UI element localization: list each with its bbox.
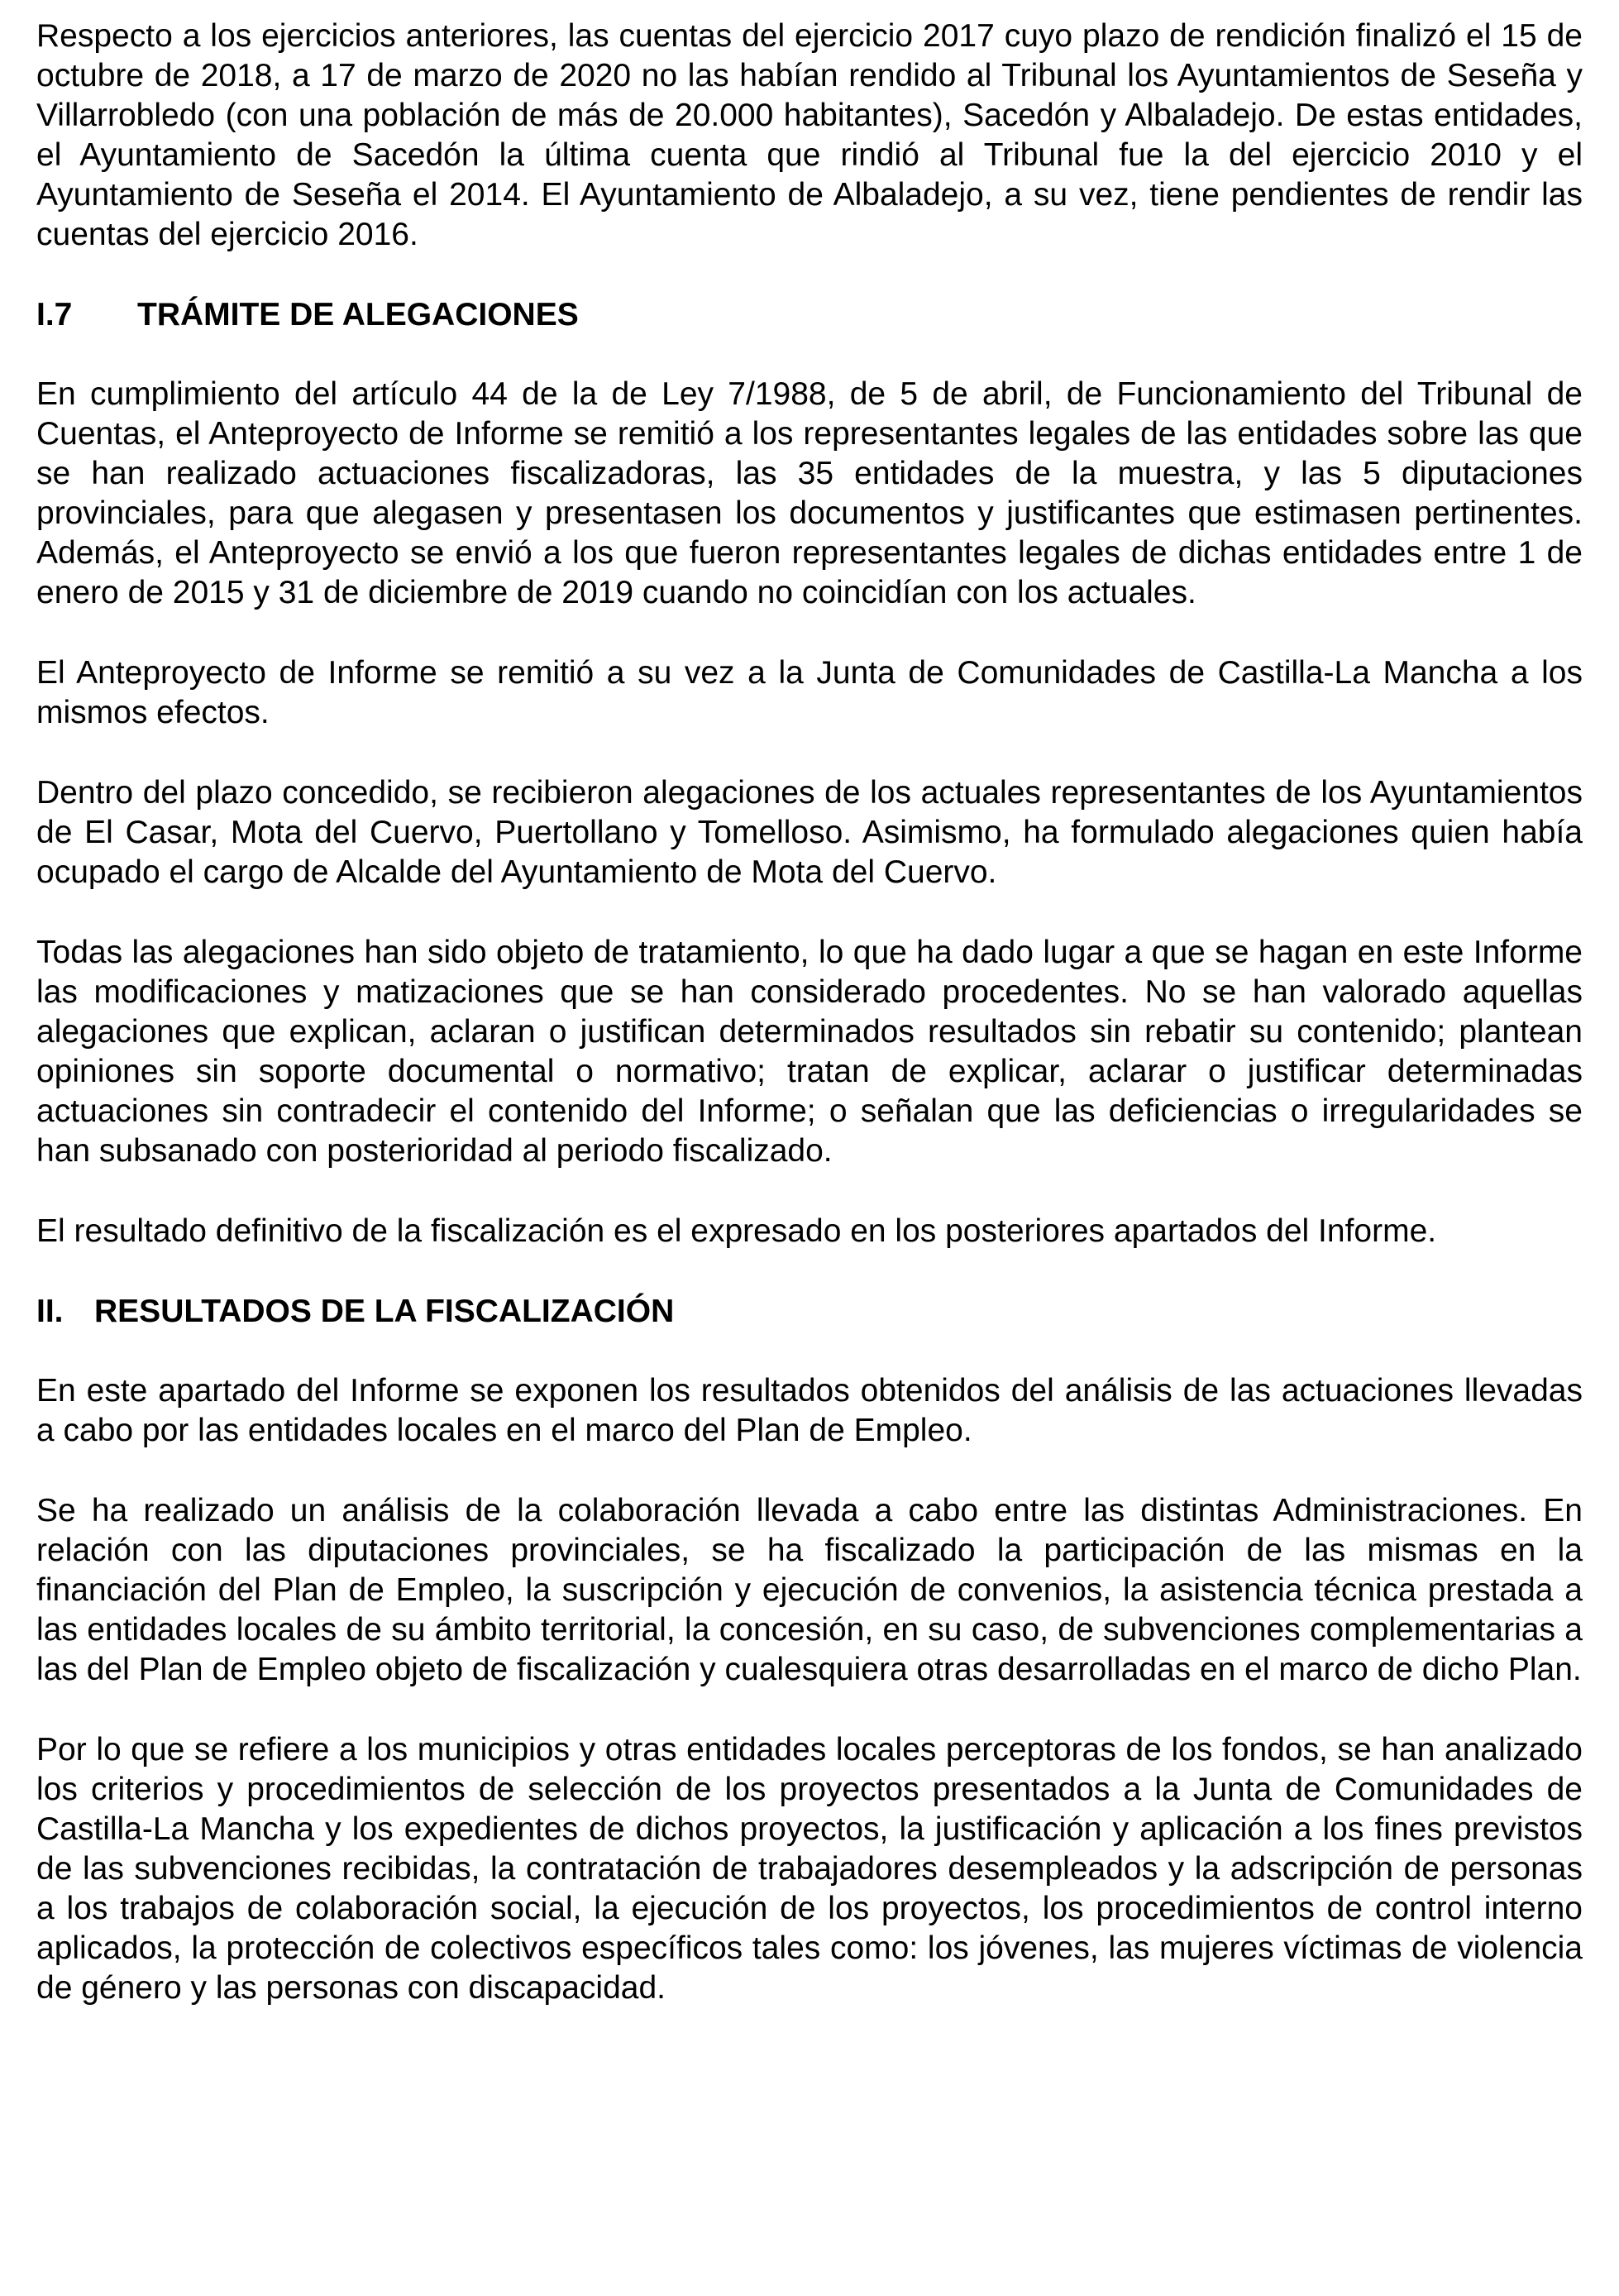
paragraph-alegaciones-recibidas: Dentro del plazo concedido, se recibieron alegaciones de los actuales representantes de los Ayuntamientos de El Casar, Mota del Cuervo, Puertollano y Tomelloso. Asimismo, ha formulado alegaciones quien había ocupado el cargo de Alcalde del Ayuntamiento de Mota del Cuervo. [36,775,1583,890]
paragraph-municipios-entidades: Por lo que se refiere a los municipios y otras entidades locales perceptoras de los fondos, se han analizado los criterios y procedimientos de selección de los proyectos presentados a la Junta de Comunidades de Castilla-La Mancha y los expedientes de dichos proyectos, la justificación y aplicación a los fines previstos de las subvenciones recibidas, la contratación de trabajadores desempleados y la adscripción de personas a los trabajos de colaboración social, la ejecución de los proyectos, los procedimientos de control interno aplicados, la protección de colectivos específicos tales como: los jóvenes, las mujeres víctimas de violencia de género y las personas con discapacidad. [36,1732,1583,2006]
paragraph-cumplimiento-articulo-44: En cumplimiento del artículo 44 de la de Ley 7/1988, de 5 de abril, de Funcionamiento del Tribunal de Cuentas, el Anteproyecto de Informe se remitió a los representantes legales de las entidades sobre las que se han realizado actuaciones fiscalizadoras, las 35 entidades de la muestra, y las 5 diputaciones provinciales, para que alegasen y presentasen los documentos y justificantes que estimasen pertinentes. Además, el Anteproyecto se envió a los que fueron representantes legales de dichas entidades entre 1 de enero de 2015 y 31 de diciembre de 2019 cuando no coincidían con los actuales. [36,376,1583,610]
section-heading-resultados-fiscalizacion [36,1292,1583,1332]
paragraph-cuentas-pendientes: Respecto a los ejercicios anteriores, las cuentas del ejercicio 2017 cuyo plazo de rendición finalizó el 15 de octubre de 2018, a 17 de marzo de 2020 no las habían rendido al Tribunal los Ayuntamientos de Seseña y Villarrobledo (con una población de más de 20.000 habitantes), Sacedón y Albaladejo. De estas entidades, el Ayuntamiento de Sacedón la última cuenta que rindió al Tribunal fue la del ejercicio 2010 y el Ayuntamiento de Seseña el 2014. El Ayuntamiento de Albaladejo, a su vez, tiene pendientes de rendir las cuentas del ejercicio 2016. [36,18,1583,252]
section-number: I.7 [36,297,73,332]
section-number: II. [36,1294,64,1329]
paragraph-tratamiento-alegaciones: Todas las alegaciones han sido objeto de tratamiento, lo que ha dado lugar a que se hagan en este Informe las modificaciones y matizaciones que se han considerado procedentes. No se han valorado aquellas alegaciones que explican, aclaran o justifican determinados resultados sin rebatir su contenido; plantean opiniones sin soporte documental o normativo; tratan de explicar, aclarar o justificar determinadas actuaciones sin contradecir el contenido del Informe; o señalan que las deficiencias o irregularidades se han subsanado con posterioridad al periodo fiscalizado. [36,935,1583,1169]
paragraph-colaboracion-administraciones: Se ha realizado un análisis de la colaboración llevada a cabo entre las distintas Administraciones. En relación con las diputaciones provinciales, se ha fiscalizado la participación de las mismas en la financiación del Plan de Empleo, la suscripción y ejecución de convenios, la asistencia técnica prestada a las entidades locales de su ámbito territorial, la concesión, en su caso, de subvenciones complementarias a las del Plan de Empleo objeto de fiscalización y cualesquiera otras desarrolladas en el marco de dicho Plan. [36,1493,1583,1687]
document-page [36,17,1583,2008]
section-title: TRÁMITE DE ALEGACIONES [137,297,579,332]
section-heading-tramite-alegaciones [36,295,1583,335]
paragraph-resultado-definitivo: El resultado definitivo de la fiscalización es el expresado en los posteriores apartados del Informe. [36,1213,1437,1249]
section-title: RESULTADOS DE LA FISCALIZACIÓN [94,1294,675,1329]
paragraph-apartado-resultados: En este apartado del Informe se exponen los resultados obtenidos del análisis de las actuaciones llevadas a cabo por las entidades locales en el marco del Plan de Empleo. [36,1373,1583,1448]
paragraph-junta-comunidades: El Anteproyecto de Informe se remitió a su vez a la Junta de Comunidades de Castilla-La Mancha a los mismos efectos. [36,655,1583,730]
